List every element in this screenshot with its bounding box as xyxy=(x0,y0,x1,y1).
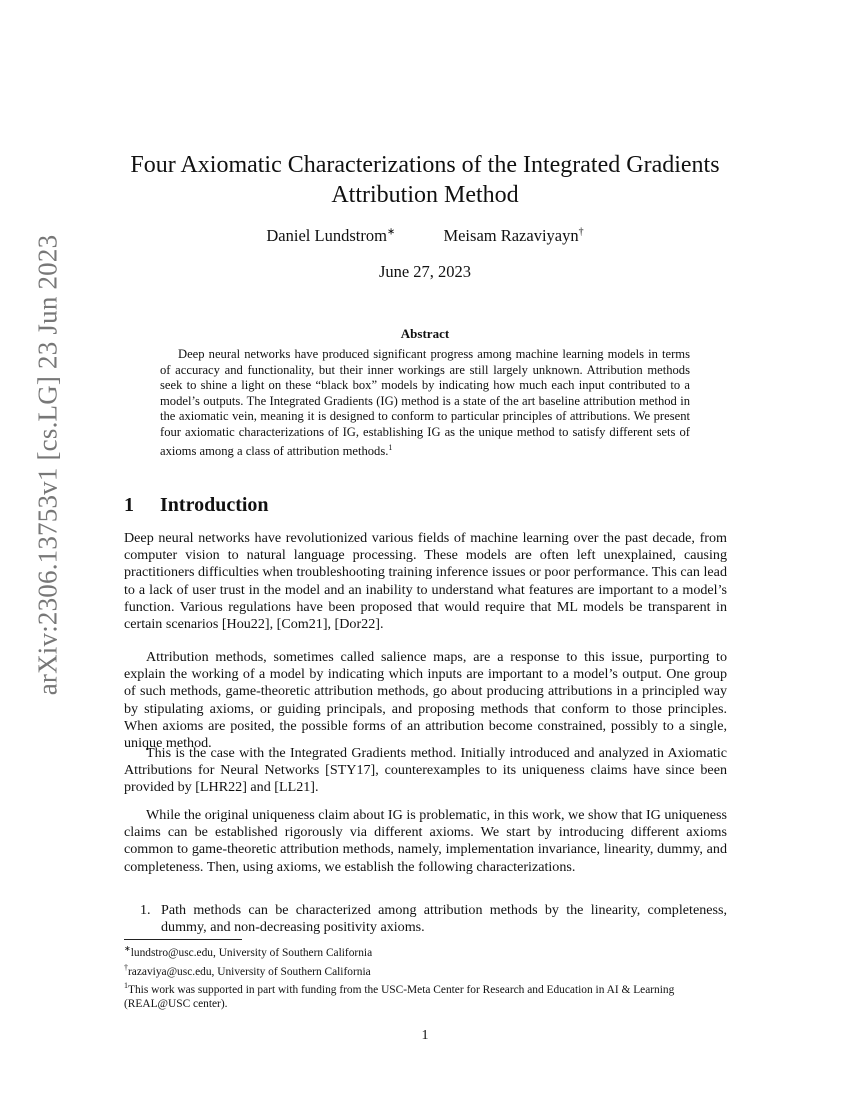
paragraph: While the original uniqueness claim about IG is problematic, in this work, we show that IG uniqueness claims can be established rigorously via different axioms. We start by introducing different axioms common to game-theoretic attribution methods, namely, implementation invariance, linearity, dummy, and completeness. Then, using axioms, we establish the following characterizations. xyxy=(124,807,727,875)
footnote xyxy=(124,942,727,961)
abstract-text: Deep neural networks have produced significant progress among machine learning models in terms of accuracy and functionality, but their inner workings are still largely unknown. Attribution methods seek to shine a light on these “black box” models by indicating how much each input contributed to a model’s outputs. The Integrated Gradients (IG) method is a state of the art baseline attribution method in the axiomatic vein, meaning it is designed to conform to particular principles of attributions. We present four axiomatic characterizations of IG, establishing IG as the unique method to satisfy different sets of axioms among a class of attribution methods. xyxy=(160,347,690,459)
footnote-text: razaviya@usc.edu, University of Southern California xyxy=(128,965,371,978)
footnote-mark: 1 xyxy=(124,981,128,991)
author-name: Meisam Razaviyayn xyxy=(443,226,579,245)
list-item xyxy=(124,902,727,936)
author-footnote-mark: ∗ xyxy=(386,226,396,238)
paragraph: Deep neural networks have revolutionized various fields of machine learning over the past decade, from computer vision to natural language processing. These models are often left unexplained, causing practitioners difficulties when troubleshooting training inference issues or poor performance. This can lead to a lack of user trust in the model and an inability to understand what features are important to a model’s function. Various regulations have been proposed that would require that ML models be transparent in certain scenarios [Hou22], [Com21], [Dor22]. xyxy=(124,530,727,633)
footnote-rule xyxy=(124,939,242,940)
footnote-mark: ∗ xyxy=(124,944,131,953)
footnote-text: This work was supported in part with funding from the USC-Meta Center for Research and Education in AI & Learning (REAL@USC center). xyxy=(124,983,675,1010)
author-name: Daniel Lundstrom xyxy=(266,226,387,245)
paragraph: This is the case with the Integrated Gradients method. Initially introduced and analyzed in Axiomatic Attributions for Neural Networks [STY17], counterexamples to its uniqueness claims have since been provided by [LHR22] and [LL21]. xyxy=(124,745,727,796)
abstract-footnote-mark: 1 xyxy=(388,443,393,452)
page-number: 1 xyxy=(421,1028,429,1043)
section-number: 1 xyxy=(124,494,134,516)
paper-title: Four Axiomatic Characterizations of the Integrated Gradients Attribution Method xyxy=(130,152,720,208)
paper-date: June 27, 2023 xyxy=(378,262,472,281)
author xyxy=(443,226,583,246)
footnote-text: lundstro@usc.edu, University of Southern California xyxy=(130,946,373,959)
author-footnote-mark: † xyxy=(578,226,584,238)
footnote-mark: † xyxy=(124,962,128,972)
author-list xyxy=(100,226,750,246)
author xyxy=(266,226,395,246)
footnotes xyxy=(124,942,727,1012)
section-title: Introduction xyxy=(160,494,269,516)
abstract-body xyxy=(160,347,690,460)
paragraph: Attribution methods, sometimes called salience maps, are a response to this issue, purporting to explain the working of a model by indicating which inputs are important to a model’s output. One group of such methods, game-theoretic attribution methods, go about producing attributions in a principled way by stipulating axioms, or guiding principals, and proposing methods that conform to those principles. When axioms are posited, the possible forms of an attribution become constrained, possibly to a single, unique method. xyxy=(124,649,727,752)
list-item-text: Path methods can be characterized among attribution methods by the linearity, completeness, dummy, and non-decreasing positivity axioms. xyxy=(161,902,727,936)
footnote xyxy=(124,979,727,1011)
abstract-heading: Abstract xyxy=(400,326,450,341)
section-heading xyxy=(124,494,269,517)
footnote xyxy=(124,961,727,980)
arxiv-identifier-stamp: arXiv:2306.13753v1 [cs.LG] 23 Jun 2023 xyxy=(32,234,63,696)
list-item-number: 1. xyxy=(140,902,151,918)
characterization-list xyxy=(124,902,727,936)
